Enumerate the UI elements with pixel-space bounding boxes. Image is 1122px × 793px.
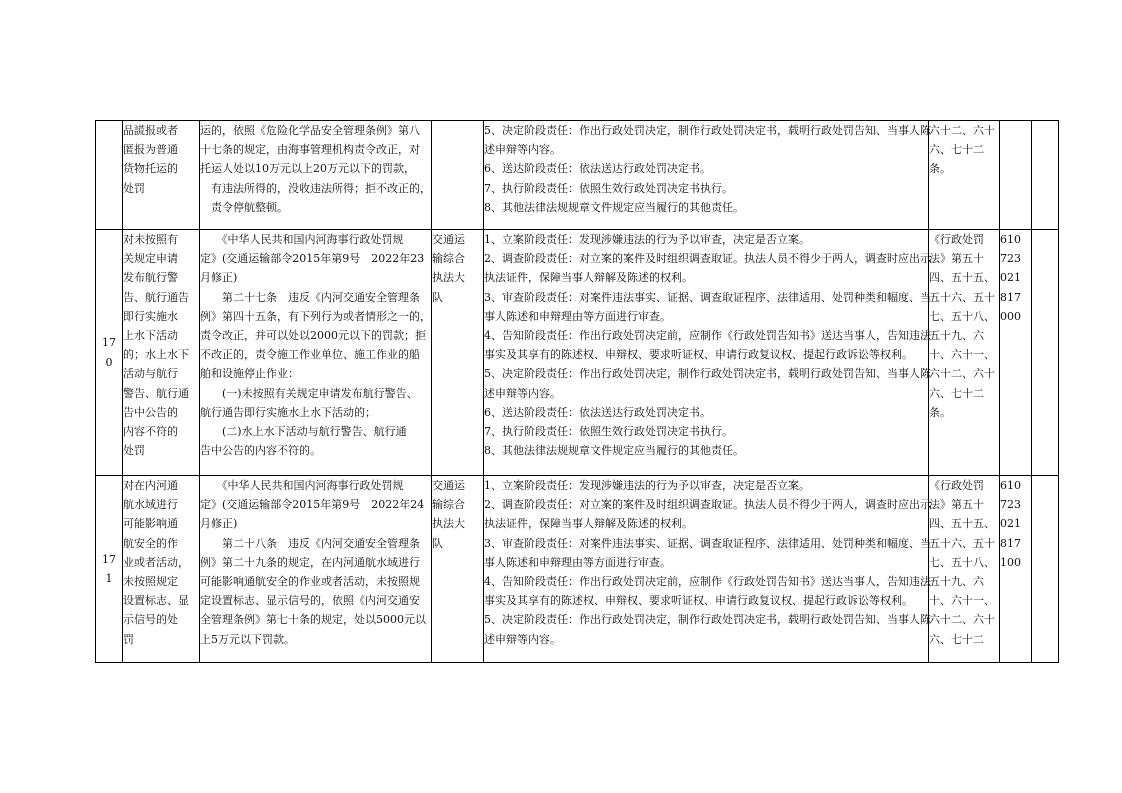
item-code-line: 100 [1000, 555, 1021, 569]
table-row [96, 121, 1059, 230]
responsibility-stages-line: 1、立案阶段责任：发现涉嫌违法的行为予以审查，决定是否立案。 [484, 479, 810, 492]
legal-basis-line: 《中华人民共和国内河海事行政处罚规 [200, 233, 404, 246]
penalty-item-name-line: 告中公告的 [123, 405, 178, 419]
legal-basis-line: 定》(交通运输部令2015年第9号 2022年24 [200, 498, 425, 512]
responsibility-stages-line: 3、审查阶段责任：对案件违法事实、证据、调查取证程序、法律适用、处罚种类和幅度、当 [484, 536, 931, 550]
penalty-item-name-line: 内容不符的 [123, 425, 178, 439]
item-code-line: 610 [1000, 479, 1021, 492]
enforcement-department [432, 476, 484, 663]
penalty-item-name-line: 告、航行通告 [123, 290, 189, 304]
item-number-line: 1 [105, 572, 113, 585]
legal-basis-line: 第二十七条 违反《内河交通安全管理条 [200, 290, 420, 304]
accountability-law-line: 六十二、六十 [929, 124, 995, 137]
accountability-law-line: 四、五十五、 [929, 517, 995, 531]
accountability-law-line: 五十九、六 [929, 329, 984, 343]
item-number-line: 17 [102, 336, 116, 350]
item-code [1000, 121, 1032, 230]
responsibility-stages-line: 7、执行阶段责任：依照生效行政处罚决定书执行。 [484, 181, 733, 195]
accountability-law-line: 七、五十八、 [929, 555, 995, 569]
accountability-law [929, 230, 1000, 476]
penalty-item-name-line: 警告、航行通 [123, 386, 189, 400]
responsibility-stages-line: 事人陈述和申辩理由等方面进行审查。 [484, 555, 671, 569]
item-number-line: 17 [102, 552, 116, 566]
remarks-cell [1032, 476, 1059, 663]
legal-basis-line: (二)水上水下活动与航行警告、航行通 [200, 425, 407, 439]
table-row [96, 230, 1059, 476]
penalty-item-name-line: 处罚 [123, 444, 145, 458]
remarks-cell [1032, 121, 1059, 230]
responsibility-stages-line: 8、其他法律法规规章文件规定应当履行的其他责任。 [484, 200, 744, 214]
item-number [96, 230, 123, 476]
legal-basis-line: 航行通告即行实施水上水下活动的； [200, 405, 376, 419]
responsibility-stages-line: 事人陈述和申辩理由等方面进行审查。 [484, 309, 671, 323]
legal-basis-line: 有违法所得的，没收违法所得；拒不改正的， [200, 181, 431, 195]
accountability-law-line: 条。 [929, 162, 951, 176]
penalty-item-name-line: 对未按照有 [123, 233, 178, 246]
responsibility-stages-line: 事实及其享有的陈述权、申辩权、要求听证权、申请行政复议权、提起行政诉讼等权利。 [484, 594, 913, 608]
responsibility-stages [484, 476, 929, 663]
penalty-item-name [123, 121, 200, 230]
item-number-line: 0 [105, 355, 113, 369]
penalty-item-name-line: 示信号的处 [123, 613, 178, 627]
item-number [96, 121, 123, 230]
legal-basis-line: 托运人处以10万元以上20万元以下的罚款， [200, 162, 415, 176]
enforcement-department-line: 输综合 [432, 252, 465, 266]
responsibility-stages-line: 述申辩等内容。 [484, 386, 561, 400]
responsibility-stages-line: 5、决定阶段责任：作出行政处罚决定，制作行政处罚决定书，载明行政处罚告知、当事人陈 [484, 613, 931, 627]
responsibility-stages [484, 230, 929, 476]
accountability-law-line: 条。 [929, 405, 951, 419]
legal-basis-line: 第二十八条 违反《内河交通安全管理条 [200, 536, 420, 550]
responsibility-stages-line: 执法证件，保障当事人辩解及陈述的权利。 [484, 271, 693, 285]
enforcement-department [432, 230, 484, 476]
legal-basis-line: 十七条的规定，由海事管理机构责令改正，对 [200, 143, 420, 157]
legal-basis-line: 运的，依照《危险化学品安全管理条例》第八 [200, 124, 420, 137]
penalty-item-name-line: 未按照规定 [123, 575, 178, 589]
accountability-law-line: 六十二、六十 [929, 613, 995, 627]
legal-basis-line: 责令停航整顿。 [200, 200, 288, 214]
enforcement-department-line: 输综合 [432, 498, 465, 512]
penalty-item-name-line: 品謊报或者 [123, 124, 178, 137]
legal-basis-line: 例》第四十五条，有下列行为或者情形之一的， [200, 309, 431, 323]
responsibility-stages-line: 5、决定阶段责任：作出行政处罚决定，制作行政处罚决定书，载明行政处罚告知、当事人陈 [484, 367, 931, 381]
item-code-line: 021 [1000, 517, 1021, 531]
item-number [96, 476, 123, 663]
responsibility-stages-line: 述申辩等内容。 [484, 143, 561, 157]
accountability-law-line: 法》第五十 [929, 498, 984, 512]
responsibility-stages-line: 8、其他法律法规规章文件规定应当履行的其他责任。 [484, 444, 744, 458]
responsibility-stages-line: 6、送达阶段责任：依法送达行政处罚决定书。 [484, 162, 711, 176]
enforcement-department [432, 121, 484, 230]
responsibility-stages-line: 5、决定阶段责任：作出行政处罚决定，制作行政处罚决定书，载明行政处罚告知、当事人陈 [484, 124, 931, 137]
responsibility-stages-line: 4、告知阶段责任：作出行政处罚决定前，应制作《行政处罚告知书》送达当事人，告知违法 [484, 329, 931, 343]
accountability-law-line: 六十二、六十 [929, 367, 995, 381]
responsibility-stages-line: 2、调查阶段责任：对立案的案件及时组织调查取证。执法人员不得少于两人，调查时应出示 [484, 252, 931, 266]
responsibility-stages [484, 121, 929, 230]
penalty-item-name-line: 航水域进行 [123, 498, 178, 512]
enforcement-department-line: 执法大 [432, 517, 465, 531]
accountability-law-line: 《行政处罚 [929, 479, 984, 492]
penalty-item-name-line: 业或者活动， [123, 555, 189, 569]
legal-basis-line: 月修正) [200, 517, 238, 531]
responsibility-stages-line: 7、执行阶段责任：依照生效行政处罚决定书执行。 [484, 425, 733, 439]
remarks-cell [1032, 230, 1059, 476]
legal-basis-line: 定》(交通运输部令2015年第9号 2022年23 [200, 252, 425, 266]
item-code-line: 817 [1000, 536, 1021, 550]
legal-basis-line: 《中华人民共和国内河海事行政处罚规 [200, 479, 404, 492]
accountability-law [929, 476, 1000, 663]
penalty-item-name-line: 货物托运的 [123, 162, 178, 176]
item-code-line: 000 [1000, 309, 1021, 323]
item-code-line: 723 [1000, 252, 1021, 266]
penalty-item-name-line: 的；水上水下 [123, 348, 189, 362]
enforcement-department-line: 执法大 [432, 271, 465, 285]
accountability-law-line: 六、七十二 [929, 632, 984, 646]
enforcement-department-line: 队 [432, 536, 443, 550]
penalty-item-name-line: 对在内河通 [123, 479, 178, 492]
responsibility-stages-line: 6、送达阶段责任：依法送达行政处罚决定书。 [484, 405, 711, 419]
item-code-line: 817 [1000, 290, 1021, 304]
table-row [96, 476, 1059, 663]
legal-basis-line: 责令改正，并可以处以2000元以下的罚款；拒 [200, 329, 426, 343]
penalty-item-name [123, 230, 200, 476]
responsibility-stages-line: 1、立案阶段责任：发现涉嫌违法的行为予以审查，决定是否立案。 [484, 233, 810, 246]
penalty-item-name-line: 罚 [123, 632, 134, 646]
enforcement-department-line: 交通运 [432, 233, 465, 246]
enforcement-department-line: 交通运 [432, 479, 465, 492]
penalty-item-name-line: 匿报为普通 [123, 143, 178, 157]
accountability-law-line: 五十六、五十 [929, 290, 995, 304]
item-code-line: 610 [1000, 233, 1021, 246]
accountability-law-line: 五十九、六 [929, 575, 984, 589]
penalty-item-name-line: 可能影响通 [123, 517, 178, 531]
responsibility-stages-line: 事实及其享有的陈述权、申辩权、要求听证权、申请行政复议权、提起行政诉讼等权利。 [484, 348, 913, 362]
enforcement-department-line: 队 [432, 290, 443, 304]
responsibility-stages-line: 3、审查阶段责任：对案件违法事实、证据、调查取证程序、法律适用、处罚种类和幅度、当 [484, 290, 931, 304]
item-code [1000, 476, 1032, 663]
legal-basis-line: 不改正的，责令施工作业单位、施工作业的船 [200, 348, 420, 362]
accountability-law-line: 十、六十一、 [929, 348, 995, 362]
accountability-law-line: 六、七十二 [929, 143, 984, 157]
accountability-law [929, 121, 1000, 230]
legal-basis-line: 定设置标志、显示信号的，依照《内河交通安 [200, 594, 420, 608]
legal-basis-line: 例》第二十九条的规定，在内河通航水域进行 [200, 555, 420, 569]
legal-basis-line: 上5万元以下罚款。 [200, 632, 295, 646]
item-code-line: 021 [1000, 271, 1021, 285]
legal-basis [200, 121, 432, 230]
penalty-item-name [123, 476, 200, 663]
accountability-law-line: 法》第五十 [929, 252, 984, 266]
legal-basis [200, 230, 432, 476]
legal-basis-line: 可能影响通航安全的作业或者活动，未按照规 [200, 575, 420, 589]
penalty-item-name-line: 处罚 [123, 181, 145, 195]
legal-basis-line: (一)未按照有关规定申请发布航行警告、 [200, 386, 418, 400]
accountability-law-line: 七、五十八、 [929, 309, 995, 323]
legal-basis [200, 476, 432, 663]
legal-basis-line: 舶和设施停止作业： [200, 367, 299, 381]
penalty-item-name-line: 发布航行警 [123, 271, 178, 285]
item-code-line: 723 [1000, 498, 1021, 512]
responsibility-stages-line: 述申辩等内容。 [484, 632, 561, 646]
item-code [1000, 230, 1032, 476]
penalty-item-name-line: 上水下活动 [123, 329, 178, 343]
penalty-item-name-line: 关规定申请 [123, 252, 178, 266]
accountability-law-line: 《行政处罚 [929, 233, 984, 246]
responsibility-stages-line: 执法证件，保障当事人辩解及陈述的权利。 [484, 517, 693, 531]
penalty-item-name-line: 即行实施水 [123, 309, 178, 323]
legal-basis-line: 告中公告的内容不符的。 [200, 444, 321, 458]
penalty-item-name-line: 航安全的作 [123, 536, 178, 550]
legal-basis-line: 月修正) [200, 271, 238, 285]
legal-basis-line: 全管理条例》第七十条的规定，处以5000元以 [200, 613, 426, 627]
responsibility-stages-line: 4、告知阶段责任：作出行政处罚决定前，应制作《行政处罚告知书》送达当事人，告知违法 [484, 575, 931, 589]
penalty-item-name-line: 活动与航行 [123, 367, 178, 381]
accountability-law-line: 四、五十五、 [929, 271, 995, 285]
penalty-item-name-line: 设置标志、显 [123, 594, 189, 608]
accountability-law-line: 五十六、五十 [929, 536, 995, 550]
penalty-table [95, 120, 1059, 663]
accountability-law-line: 六、七十二 [929, 386, 984, 400]
responsibility-stages-line: 2、调查阶段责任：对立案的案件及时组织调查取证。执法人员不得少于两人，调查时应出示 [484, 498, 931, 512]
accountability-law-line: 十、六十一、 [929, 594, 995, 608]
